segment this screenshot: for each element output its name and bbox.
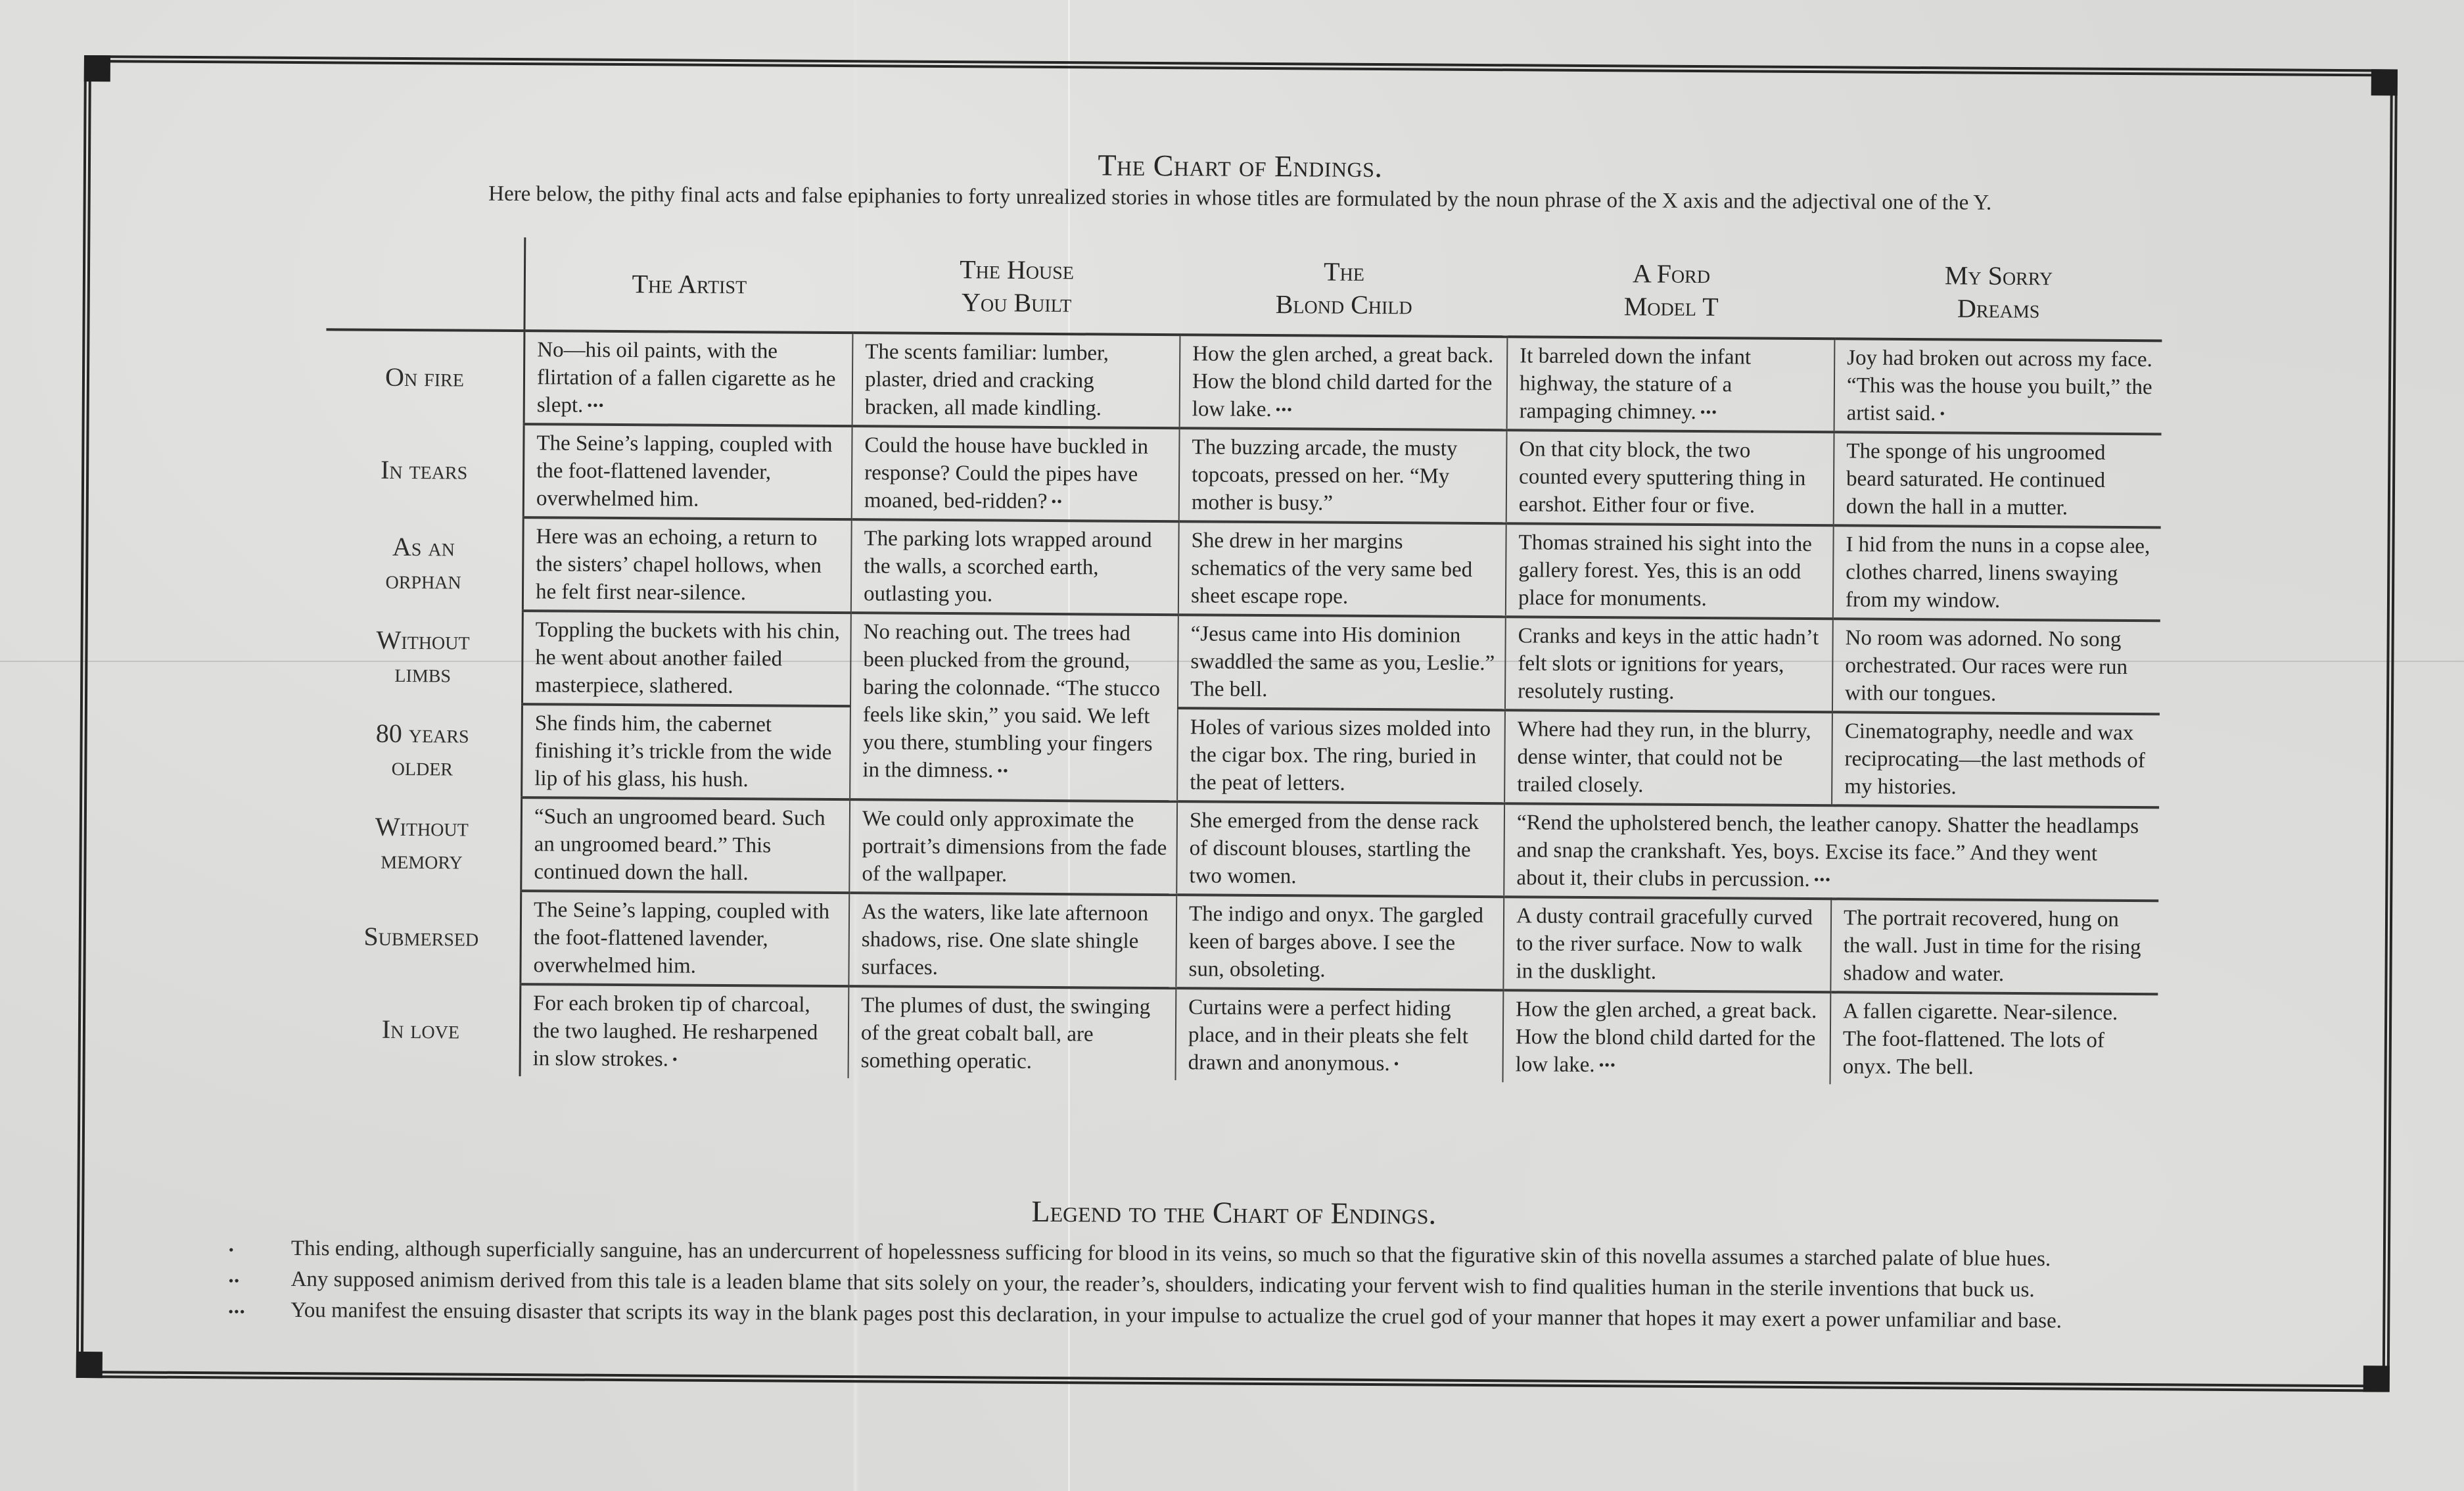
legend-marker-icon: ••• bbox=[1700, 404, 1718, 421]
table-cell bbox=[1834, 432, 2162, 527]
page-border bbox=[76, 55, 2398, 1392]
column-header-my-sorry-dreams bbox=[1834, 245, 2162, 341]
table-cell bbox=[1178, 615, 1506, 710]
table-cell bbox=[848, 893, 1176, 988]
cell-text: The sponge of his ungroomed beard saturated. He continued down the hall in a mutter. bbox=[1846, 439, 2106, 520]
column-header-a-ford-model-t bbox=[1507, 243, 1835, 339]
cell-text: A fallen cigarette. Near-silence. The foot-flattened. The lots of onyx. The bell. bbox=[1842, 999, 2118, 1079]
table-cell bbox=[1179, 428, 1507, 523]
row-header-line: Submersed bbox=[363, 921, 479, 952]
row-header bbox=[325, 516, 523, 611]
cell-text: Could the house have buckled in response? Could the pipes have moaned, bed-ridden? bbox=[864, 433, 1149, 513]
column-header-line: The House bbox=[960, 254, 1075, 285]
cell-text: “Rend the upholstered bench, the leather canopy. Shatter the headlamps and snap the crankshaft. Yes, boys. Excise its face.” And they went about it, their clubs in percussion. bbox=[1516, 811, 2139, 892]
column-header-line: Dreams bbox=[1957, 293, 2040, 324]
legend-marker-icon: • bbox=[1940, 405, 1946, 422]
row-header bbox=[325, 423, 524, 517]
table-cell bbox=[1834, 339, 2162, 434]
cell-text: I hid from the nuns in a copse alee, clothes charred, linens swaying from my window. bbox=[1845, 532, 2150, 613]
legend-item-text: This ending, although superficially sanguine, has an undercurrent of hopelessness sufficing for blood in its veins, so much so that the figurative skin of this novella assumes a starched palate of blue hues. bbox=[291, 1236, 2051, 1271]
cell-text: The indigo and onyx. The gargled keen of barges above. I see the sun, obsoleting. bbox=[1188, 902, 1484, 982]
cell-text: It barreled down the infant highway, the stature of a rampaging chimney. bbox=[1519, 344, 1752, 424]
legend-marker-icon: •• bbox=[1051, 493, 1063, 510]
cell-text: The Seine’s lapping, coupled with the foot-flattened lavender, overwhelmed him. bbox=[536, 431, 833, 511]
table-cell-merged bbox=[1504, 803, 2159, 901]
cell-text: “Jesus came into His dominion swaddled the same as you, Leslie.” The bell. bbox=[1190, 622, 1495, 702]
table-cell bbox=[1833, 525, 2161, 621]
cell-text: A dusty contrail gracefully curved to the river surface. Now to walk in the dusklight. bbox=[1516, 904, 1813, 984]
cell-text: How the glen arched, a great back. How the blond child darted for the low lake. bbox=[1192, 342, 1494, 422]
table-cell bbox=[522, 611, 850, 706]
table-cell bbox=[1506, 523, 1834, 619]
table-cell bbox=[1830, 992, 2158, 1086]
table-cell bbox=[1502, 990, 1830, 1084]
column-header-line: A Ford bbox=[1632, 258, 1711, 289]
cell-text: No room was adorned. No song orchestrated. Our races were run with our tongues. bbox=[1845, 626, 2128, 706]
cell-text: On that city block, the two counted every sputtering thing in earshot. Either four or five. bbox=[1518, 437, 1806, 518]
column-header-line: The Artist bbox=[632, 269, 747, 300]
table-cell-merged bbox=[850, 613, 1178, 801]
table-cell bbox=[1503, 897, 1831, 992]
table-row-without-memory bbox=[323, 796, 2159, 901]
cell-text: The Seine’s lapping, coupled with the foot-flattened lavender, overwhelmed him. bbox=[533, 898, 830, 978]
cell-text: We could only approximate the portrait’s dimensions from the fade of the wallpaper. bbox=[862, 807, 1167, 887]
cell-text: As the waters, like late afternoon shadows, rise. One slate shingle surfaces. bbox=[861, 900, 1149, 980]
legend-marker-icon: •• bbox=[997, 762, 1009, 779]
table-row-submersed bbox=[322, 889, 2158, 994]
row-header-line: older bbox=[391, 751, 453, 782]
row-header bbox=[324, 609, 523, 704]
cell-text: Cranks and keys in the attic hadn’t felt slots or ignitions for years, resolutely rusting. bbox=[1518, 624, 1819, 704]
legend-marker-icon: • bbox=[672, 1051, 678, 1068]
legend-marker-icon: ••• bbox=[1275, 401, 1293, 418]
legend-title: Legend to the Chart of Endings. bbox=[1031, 1194, 1437, 1231]
table-row-80-years-older bbox=[323, 703, 2160, 807]
cell-text: For each broken tip of charcoal, the two laughed. He resharpened in slow strokes. bbox=[532, 991, 818, 1072]
row-header-line: Without bbox=[376, 625, 470, 655]
table-cell bbox=[852, 333, 1180, 428]
table-cell bbox=[1176, 895, 1504, 990]
cell-text: She drew in her margins schematics of the very same bed sheet escape rope. bbox=[1190, 529, 1473, 609]
cell-text: The plumes of dust, the swinging of the great cobalt ball, are something operatic. bbox=[860, 993, 1151, 1074]
legend-marker-icon: ••• bbox=[587, 396, 605, 414]
column-header-line: Model T bbox=[1623, 291, 1719, 322]
table-cell bbox=[1832, 712, 2160, 807]
cell-text: The parking lots wrapped around the walls, a scorched earth, outlasting you. bbox=[863, 527, 1152, 607]
cell-text: No—his oil paints, with the flirtation of a fallen cigarette as he slept. bbox=[536, 338, 836, 417]
table-cell bbox=[852, 426, 1180, 521]
table-cell bbox=[1832, 619, 2160, 714]
table-cell bbox=[1176, 988, 1504, 1082]
table-cell bbox=[523, 517, 851, 613]
cell-text: She finds him, the cabernet finishing it’s trickle from the wide lip of his glass, his hush. bbox=[534, 711, 832, 792]
table-cell bbox=[1830, 899, 2158, 994]
row-header-line: In tears bbox=[380, 454, 468, 485]
cell-text: She emerged from the dense rack of discount blouses, startling the two women. bbox=[1189, 809, 1479, 889]
table-cell bbox=[849, 799, 1177, 895]
cell-text: Joy had broken out across my face. “This was the house you built,” the artist said. bbox=[1846, 346, 2152, 426]
table-cell bbox=[524, 331, 852, 426]
cell-text: Thomas strained his sight into the gallery forest. Yes, this is an odd place for monuments. bbox=[1518, 531, 1812, 611]
bullet-two-dots-icon: •• bbox=[228, 1272, 241, 1289]
column-header-the-artist bbox=[524, 237, 853, 333]
row-header-line: On fire bbox=[384, 362, 465, 392]
cell-text: Here was an echoing, a return to the sisters’ chapel hollows, when he felt first near-silence. bbox=[535, 525, 822, 605]
table-row-without-limbs bbox=[324, 609, 2160, 714]
table-row-in-love bbox=[322, 983, 2158, 1086]
cell-text: Where had they run, in the blurry, dense winter, that could not be trailed closely. bbox=[1517, 717, 1811, 797]
table-cell bbox=[521, 891, 849, 986]
table-cell bbox=[1507, 337, 1835, 432]
row-header-line: As an bbox=[392, 531, 455, 562]
row-header-line: In love bbox=[381, 1014, 460, 1045]
row-header-line: Without bbox=[375, 811, 469, 842]
legend-marker-icon: • bbox=[1393, 1055, 1400, 1072]
row-header bbox=[326, 329, 524, 424]
column-header-row bbox=[326, 236, 2162, 341]
chart-title: The Chart of Endings. bbox=[1098, 148, 1383, 184]
cell-text: The portrait recovered, hung on the wall. Just in time for the rising shadow and water. bbox=[1843, 906, 2141, 986]
cell-text: Toppling the buckets with his chin, he went about another failed masterpiece, slathered. bbox=[535, 618, 841, 699]
table-cell bbox=[521, 797, 850, 893]
row-header bbox=[322, 889, 521, 984]
row-header-line: orphan bbox=[385, 564, 461, 595]
cell-text: Holes of various sizes molded into the cigar box. The ring, buried in the peat of letters. bbox=[1190, 715, 1491, 795]
row-header-line: 80 years bbox=[375, 718, 469, 749]
document-content bbox=[83, 62, 2390, 1384]
table-row-in-tears bbox=[325, 423, 2162, 527]
column-header-line: Blond Child bbox=[1275, 289, 1412, 320]
table-cell bbox=[1177, 708, 1505, 803]
table-row-on-fire bbox=[326, 329, 2162, 434]
legend-marker-icon: ••• bbox=[1598, 1056, 1616, 1074]
cell-text: How the glen arched, a great back. How the blond child darted for the low lake. bbox=[1515, 997, 1817, 1077]
cell-text: “Such an ungroomed beard. Such an ungroomed beard.” This continued down the hall. bbox=[534, 805, 825, 886]
column-header-the-blond-child bbox=[1180, 241, 1508, 337]
table-cell bbox=[1505, 617, 1833, 712]
row-header bbox=[322, 983, 521, 1076]
cell-text: Curtains were a perfect hiding place, and in their pleats she felt drawn and anonymous. bbox=[1188, 995, 1469, 1076]
table-cell bbox=[1176, 801, 1504, 897]
table-cell bbox=[1504, 710, 1832, 805]
chart-subtitle: Here below, the pithy final acts and false epiphanies to forty unrealized stories in whose titles are formulated by the noun phrase of the X axis and the adjectival one of the Y. bbox=[488, 181, 1992, 215]
cell-text: The buzzing arcade, the musty topcoats, pressed on her. “My mother is busy.” bbox=[1191, 435, 1458, 515]
bullet-three-dots-icon: ••• bbox=[228, 1303, 246, 1320]
table-cell bbox=[523, 424, 852, 519]
chart-of-endings-table bbox=[322, 236, 2163, 1086]
table-cell bbox=[520, 984, 848, 1078]
table-cell bbox=[848, 986, 1176, 1080]
table-cell bbox=[1178, 521, 1506, 617]
row-header-line: limbs bbox=[394, 657, 452, 688]
column-header-line: You Built bbox=[961, 287, 1072, 318]
column-header-line: My Sorry bbox=[1944, 260, 2053, 291]
column-header-the-house-you-built bbox=[852, 239, 1180, 335]
row-header bbox=[323, 796, 521, 891]
legend-item-text: Any supposed animism derived from this tale is a leaden blame that sits solely on your, the reader’s, shoulders, indicating your fervent wish to find qualities human in the sterile inventions that buck us. bbox=[291, 1267, 2035, 1302]
legend-item-text: You manifest the ensuing disaster that scripts its way in the blank pages post this declaration, in your impulse to actualize the cruel god of your manner that hopes it may exert a power unfamiliar and base. bbox=[291, 1298, 2062, 1333]
table-cell bbox=[522, 704, 850, 799]
cell-text: Cinematography, needle and wax reciprocating—the last methods of my histories. bbox=[1844, 719, 2145, 799]
bullet-one-dot-icon: • bbox=[228, 1241, 235, 1258]
header-corner-cell bbox=[326, 236, 524, 331]
table-cell bbox=[1506, 430, 1834, 525]
row-header bbox=[323, 703, 522, 797]
legend-marker-icon: ••• bbox=[1813, 871, 1831, 888]
table-cell bbox=[1180, 335, 1508, 430]
row-header-line: memory bbox=[381, 844, 463, 875]
table-cell bbox=[851, 519, 1179, 615]
table-row-as-an-orphan bbox=[325, 516, 2161, 621]
cell-text: No reaching out. The trees had been plucked from the ground, baring the colonnade. “The stucco feels like skin,” you said. We left you there, stumbling your fingers in the dimness. bbox=[862, 620, 1161, 783]
legend-list bbox=[228, 1233, 2411, 1339]
column-header-line: The bbox=[1323, 256, 1365, 287]
cell-text: The scents familiar: lumber, plaster, dried and cracking bracken, all made kindling. bbox=[864, 340, 1109, 421]
